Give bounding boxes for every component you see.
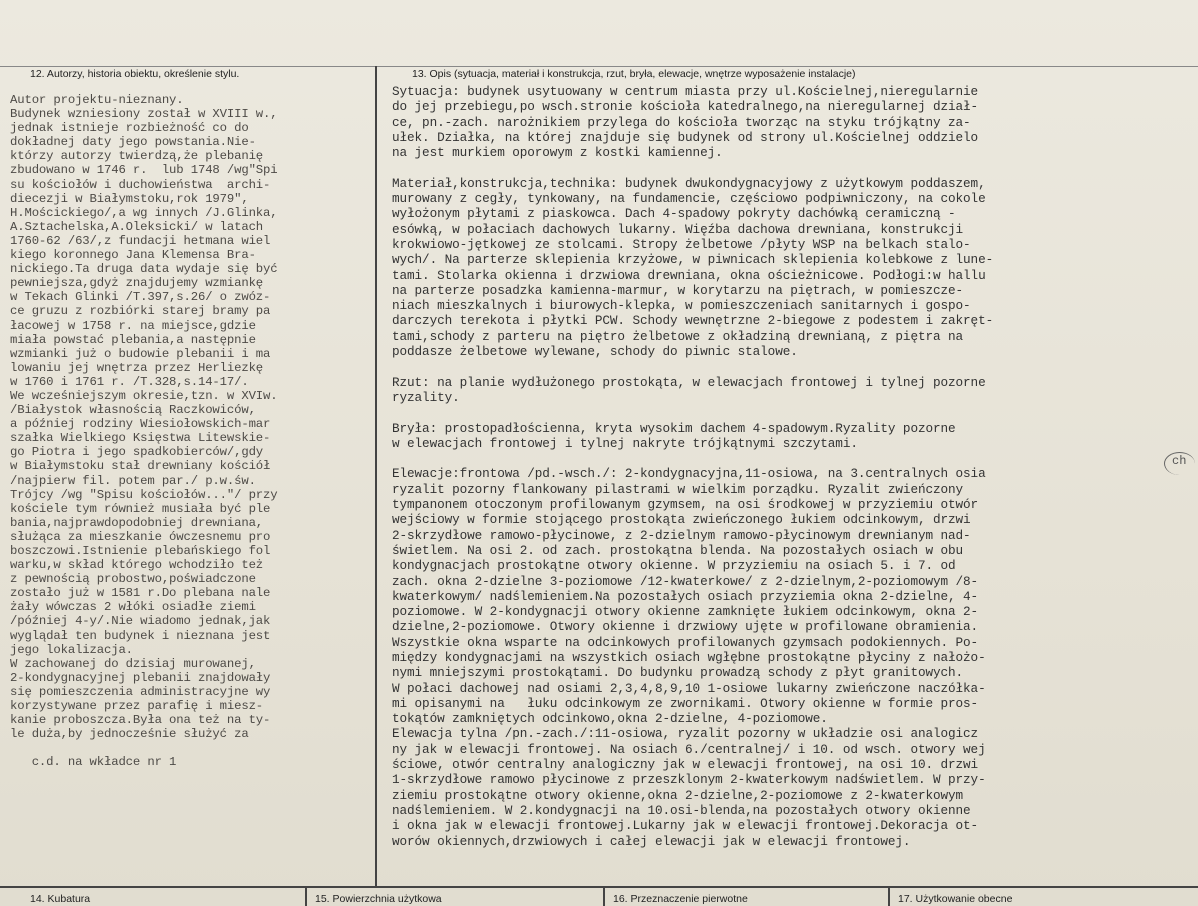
footer-cell-17: 17. Użytkowanie obecne xyxy=(898,893,1013,905)
footer-cell-14: 14. Kubatura xyxy=(30,893,91,905)
section-13-header: 13. Opis (sytuacja, materiał i konstrukcja, rzut, bryła, elewacje, wnętrze wyposażenie instalacje) xyxy=(412,68,856,80)
section-12-header: 12. Autorzy, historia obiektu, określenie stylu. xyxy=(30,68,240,80)
footer-cell-16: 16. Przeznaczenie pierwotne xyxy=(613,893,748,905)
description-text: Sytuacja: budynek usytuowany w centrum miasta przy ul.Kościelnej,nieregularnie do jej przebiegu,po wsch.stronie kościoła katedralnego,na nieregularnej dział- ce, pn.-zach. narożnikiem przylega do kościoła tworząc na styku trójkątny za- ułek. Działka, na której znajduje się budynek od strony ul.Kościelnej oddzielo na jest murkiem oporowym z kostki kamiennej. Materiał,konstrukcja,technika: budynek dwukondygnacyjowy z użytkowym poddaszem, murowany z cegły, tynkowany, na fundamencie, częściowo podpiwniczony, na cokole wyłożonym płytami z piaskowca. Dach 4-spadowy pokryty dachówką ceramiczną - esówką, w połaciach dachowych lukarny. Więźba dachowa drewniana, konstrukcji krokwiowo-jętkowej ze stolcami. Stropy żelbetowe /płyty WSP na belkach stalo- wych/. Na parterze sklepienia krzyżowe, w piwnicach sklepienia kolebkowe z lune- tami. Stolarka okienna i drzwiowa drewniana, okna ościeżnicowe. Podłogi:w hallu na parterze posadzka kamienna-marmur, w korytarzu na piętrach, w pomieszcze- niach mieszkalnych i biurowych-klepka, w pomieszczeniach sanitarnych i gospo- darczych terekota i płytki PCW. Schody wewnętrzne 2-biegowe z podestem i zakręt- tami,schody z parteru na piętro żelbetowe z okładziną drewnianą, z piętra na poddasze żelbetowe wylewane, schody do piwnic stalowe. Rzut: na planie wydłużonego prostokąta, w elewacjach frontowej i tylnej pozorne ryzality. Bryła: prostopadłościenna, kryta wysokim dachem 4-spadowym.Ryzality pozorne w elewacjach frontowej i tylnej nakryte trójkątnymi szczytami. Elewacje:frontowa /pd.-wsch./: 2-kondygnacyjna,11-osiowa, na 3.centralnych osia ryzalit pozorny flankowany pilastrami w wielkim porządku. Ryzalit zwieńczony tympanonem otoczonym profilowanym gzymsem, na osi środkowej w przyziemiu otwór wejściowy w formie stojącego prostokąta zwieńczonego łukiem odcinkowym, drzwi 2-skrzydłowe ramowo-płycinowe, z 2-dzielnym ramowo-płycinowym drewnianym nad- świetlem. Na osi 2. od zach. prostokątna blenda. Na pozostałych osiach w obu kondygnacjach prostokątne otwory okienne. W przyziemiu na osiach 5. i 7. od zach. okna 2-dzielne 3-poziomowe /12-kwaterkowe/ z 2-dzielnym,2-poziomowym /8- kwaterkowym/ nadślemieniem.Na pozostałych osiach przyziemia okna 2-dzielne, 4- poziomowe. W 2-kondygnacji otwory okienne zamknięte łukiem odcinkowym, okna 2- dzielne,2-poziomowe. Otwory okienne i drzwiowy ujęte w profilowane obramienia. Wszystkie okna wsparte na odcinkowych profilowanych gzymsach podokiennych. Po- między kondygnacjami na wszystkich osiach wgłębne prostokątne płyciny z nałożo- nymi mniejszymi prostokątami. Do budynku prowadzą schody z płyt granitowych. W połaci dachowej nad osiami 2,3,4,8,9,10 1-osiowe lukarny zwieńczone naczółka- mi opisanymi na łuku odcinkowym ze zwornikami. Otwory okienne w formie pros- tokątów zamkniętych odcinkowo,okna 2-dzielne, 4-poziomowe. Elewacja tylna /pn.-zach./:11-osiowa, ryzalit pozorny w układzie osi analogicz ny jak w elewacji frontowej. Na osiach 6./centralnej/ i 10. od wsch. otwory wej ściowe, otwór centralny analogiczny jak w elewacji frontowej, na osi 10. drzwi 1-skrzydłowe ramowo płycinowe z przeszklonym 2-kwaterkowym nadświetlem. W przy- ziemiu prostokątne otwory okienne,okna 2-dzielne,2-poziomowe z 2-kwaterkowym nadślemieniem. W 2.kondygnacji na 10.osi-blenda,na pozostałych otwory okienne i okna jak w elewacji frontowej.Lukarny jak w elewacji frontowej.Dekoracja ot- worów okiennych,drzwiowych i całej elewacji jak w elewacji frontowej. xyxy=(392,84,994,849)
footer-divider-2 xyxy=(603,886,605,906)
top-rule xyxy=(0,66,1198,67)
footer-divider-1 xyxy=(305,886,307,906)
history-text: Autor projektu-nieznany. Budynek wzniesiony został w XVIII w., jednak istnieje rozbieżność co do dokładnej daty jego powstania.Nie- którzy autorzy twierdzą,że plebanię zbudowano w 1746 r. lub 1748 /wg"Spi su kościołów i duchowieństwa archi- diecezji w Białymstoku,rok 1979", H.Mościckiego/,a wg innych /J.Glinka, A.Sztachelska,A.Oleksicki/ w latach 1760-62 /63/,z fundacji hetmana wiel kiego koronnego Jana Klemensa Bra- nickiego.Ta druga data wydaje się być pewniejsza,gdyż znajdujemy wzmiankę w Tekach Glinki /T.397,s.26/ o zwóz- ce gruzu z rozbiórki starej bramy pa łacowej w 1758 r. na miejsce,gdzie miała powstać plebania,a następnie wzmianki już o budowie plebanii i ma lowaniu jej wnętrza przez Herliezkę w 1760 i 1761 r. /T.328,s.14-17/. We wcześniejszym okresie,tzn. w XVIw. /Białystok własnością Raczkowiców, a później rodziny Wiesiołowskich-mar szałka Wielkiego Księstwa Litewskie- go Piotra i jego spadkobierców/,gdy w Białymstoku stał drewniany kościół /najpierw fil. potem par./ p.w.św. Trójcy /wg "Spisu kościołów..."/ przy kościele tym również musiała być ple bania,najprawdopodobniej drewniana, służąca za mieszkanie ówczesnemu pro boszczowi.Istnienie plebańskiego fol warku,w skład którego wchodziło też z pewnością probostwo,poświadczone zostało już w 1581 r.Do plebana nale żały wówczas 2 włóki osiadłe ziemi /później 4-y/.Nie wiadomo jednak,jak wyglądał ten budynek i nieznana jest jego lokalizacja. W zachowanej do dzisiaj murowanej, 2-kondygnacyjnej plebanii znajdowały się pomieszczenia administracyjne wy korzystywane przez parafię i miesz- kanie proboszcza.Była ona też na ty- le duża,by jednocześnie służyć za c.d. na wkładce nr 1 xyxy=(10,93,278,770)
footer-divider-3 xyxy=(888,886,890,906)
column-divider xyxy=(375,66,377,886)
footer-rule xyxy=(0,886,1198,888)
footer-cell-15: 15. Powierzchnia użytkowa xyxy=(315,893,442,905)
margin-note: ch xyxy=(1172,454,1187,468)
